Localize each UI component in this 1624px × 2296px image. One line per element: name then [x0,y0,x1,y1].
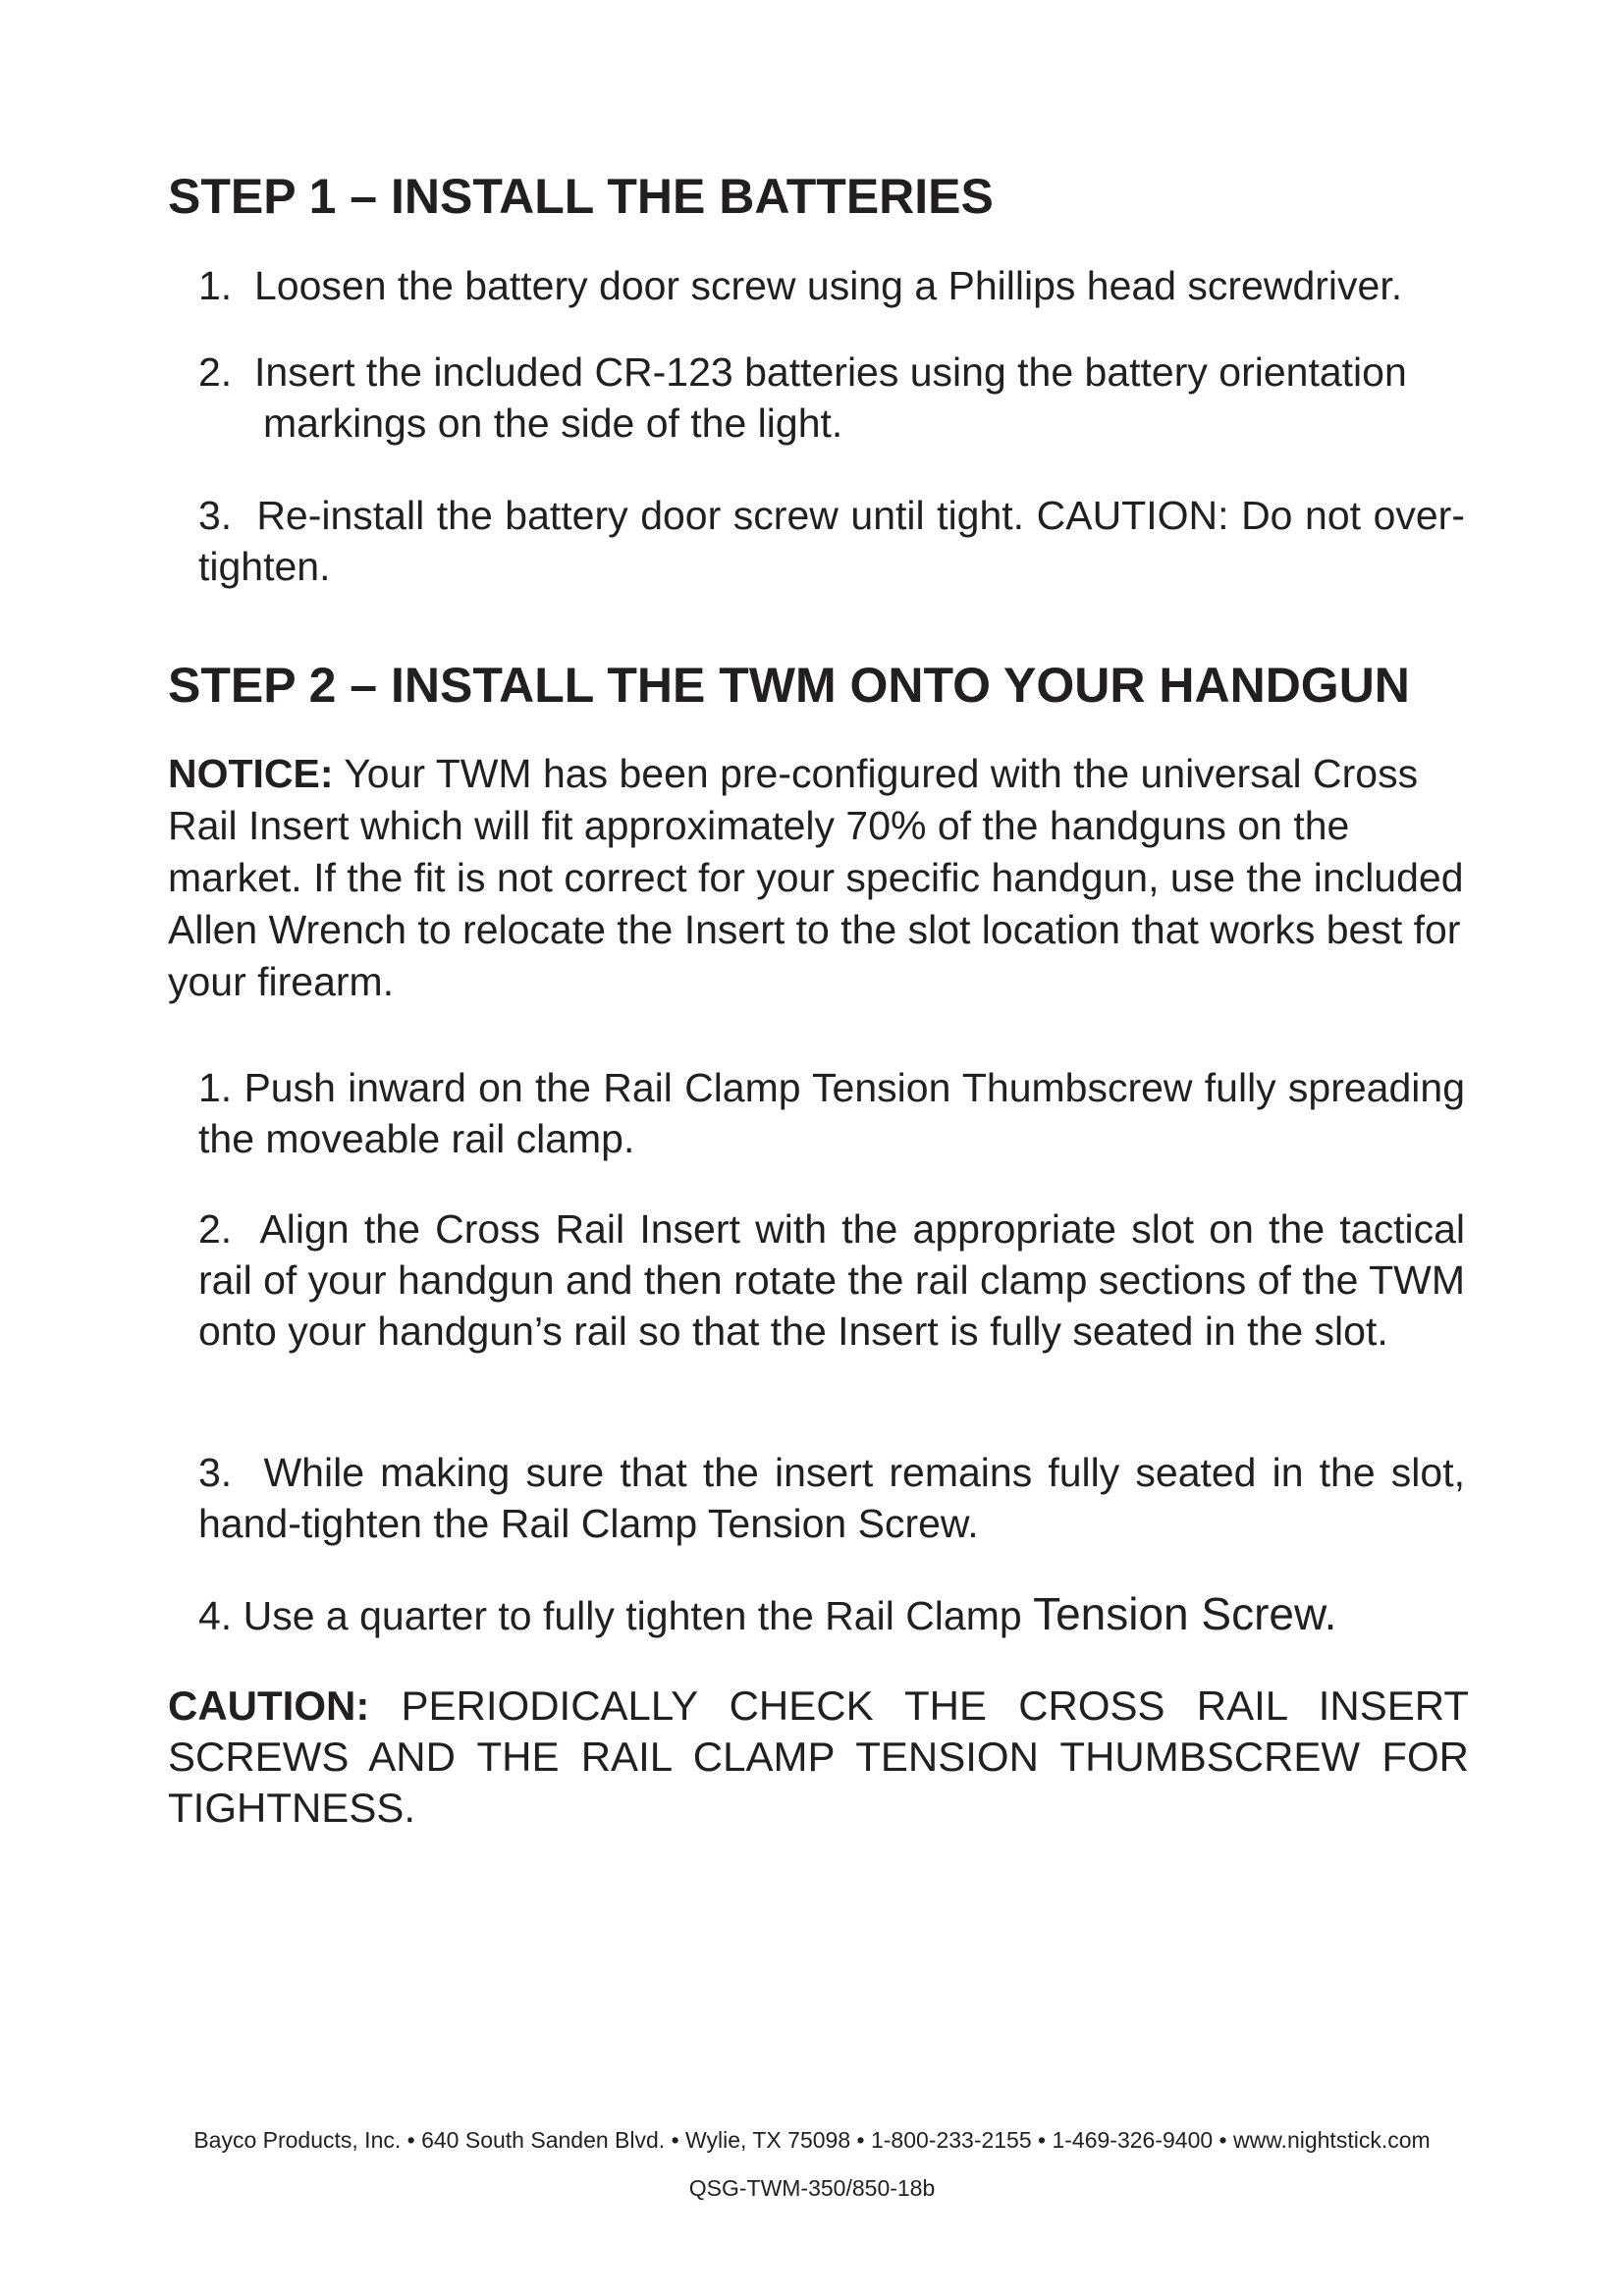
caution-label: CAUTION: [168,1682,370,1729]
notice-label: NOTICE: [168,751,334,796]
item-number: 4. [198,1593,233,1638]
item-text: While making sure that the insert remains fully seated in the slot, hand-tighten the Rail Clamp Tension Screw. [198,1450,1465,1546]
step2-item-4 [198,1588,1336,1641]
item-text: Re-install the battery door screw until tight. CAUTION: Do not over-tighten. [198,493,1465,589]
step1-heading: STEP 1 – INSTALL THE BATTERIES [168,169,994,224]
caution-paragraph [168,1681,1469,1834]
item-text-tail: Tension Screw. [1033,1588,1337,1639]
caution-text: PERIODICALLY CHECK THE CROSS RAIL INSERT SCREWS AND THE RAIL CLAMP TENSION THUMBSCREW FOR TIGHTNESS. [168,1682,1469,1831]
step2-heading: STEP 2 – INSTALL THE TWM ONTO YOUR HANDGUN [168,658,1410,713]
item-number: 1. [198,1065,233,1110]
item-text: Insert the included CR-123 batteries using the battery orientation markings on the side of the light. [254,349,1407,446]
notice-paragraph [168,748,1484,1008]
item-text: Align the Cross Rail Insert with the appropriate slot on the tactical rail of your handgun and then rotate the rail clamp sections of the TWM onto your handgun’s rail so that the Insert is fully seated in the slot. [198,1206,1465,1354]
step1-item-2 [198,347,1530,449]
item-text: Use a quarter to fully tighten the Rail Clamp [243,1593,1022,1638]
item-text: Loosen the battery door screw using a Phillips head screwdriver. [254,263,1403,308]
step2-item-2 [198,1203,1465,1357]
item-number: 2. [198,349,233,395]
footer-document-code: QSG-TWM-350/850-18b [688,2175,936,2201]
footer-address: Bayco Products, Inc. • 640 South Sanden Blvd. • Wylie, TX 75098 • 1-800-233-2155 • 1-469-326-9400 • www.nightstick.com [193,2127,1431,2153]
step2-item-3 [198,1447,1465,1549]
step2-item-1 [198,1062,1465,1164]
step1-item-1 [198,260,1402,311]
item-number: 1. [198,263,233,308]
item-number: 3. [198,1450,233,1495]
notice-text: Your TWM has been pre-configured with the universal Cross Rail Insert which will fit approximately 70% of the handguns on the market. If the fit is not correct for your specific handgun, use the included Allen Wrench to relocate the Insert to the slot location that works best for your firearm. [168,751,1464,1004]
item-number: 3. [198,493,233,538]
item-number: 2. [198,1206,233,1252]
item-text: Push inward on the Rail Clamp Tension Thumbscrew fully spreading the moveable rail clamp. [198,1065,1465,1161]
step1-item-3 [198,490,1465,592]
